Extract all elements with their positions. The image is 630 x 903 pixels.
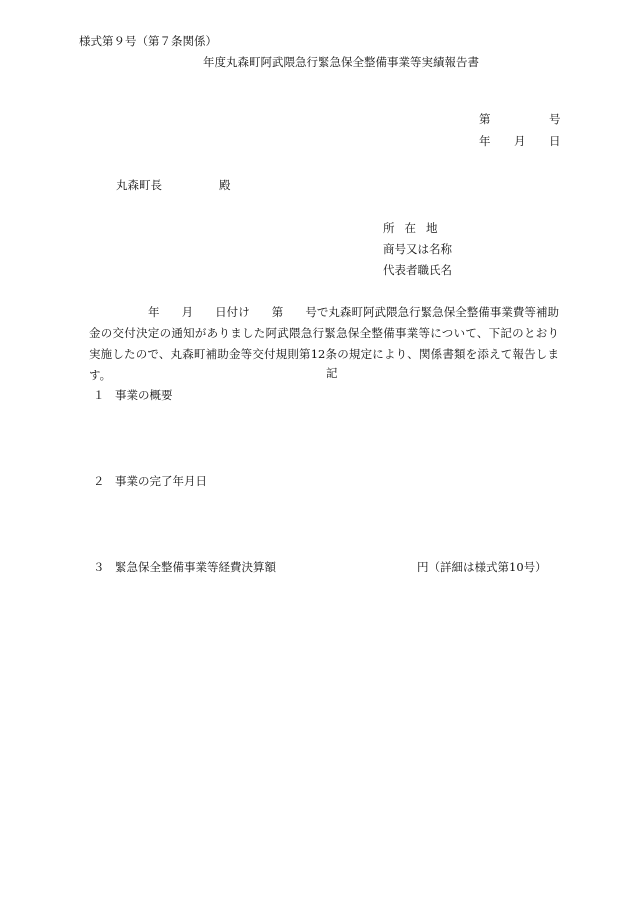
item-number: ３: [93, 560, 105, 574]
body-text: 号で丸森町阿武隈急行緊急保全整備事業費等補助金の交付決定の通知がありました阿武隈急行緊急保全整備事業等について、下記のとおり実施したので、丸森町補助金等交付規則第12条の規定により、関係書類を添えて報告します。: [89, 305, 559, 382]
body-no-prefix: 第: [271, 305, 284, 319]
body-day-ref: 日付け: [215, 305, 250, 319]
amount-note: 円（詳細は様式第10号）: [417, 560, 547, 574]
representative-label: 代表者職氏名: [383, 263, 452, 277]
doc-number-prefix: 第: [479, 112, 491, 126]
report-body: [89, 302, 559, 386]
item-overview: [93, 388, 173, 402]
ki-heading: 記: [326, 366, 338, 380]
item-number: ２: [93, 474, 105, 488]
address-label: 所在地: [383, 221, 448, 235]
item-number: １: [93, 388, 105, 402]
date-day-label: 日: [549, 134, 561, 148]
recipient-honorific: 殿: [219, 178, 231, 192]
body-year-label: 年: [148, 305, 160, 319]
form-number: 様式第９号（第７条関係）: [79, 34, 217, 48]
date-month-label: 月: [514, 134, 526, 148]
item-label: 事業の概要: [115, 388, 173, 402]
item-label: 緊急保全整備事業等経費決算額: [115, 560, 276, 574]
doc-number-suffix: 号: [549, 112, 561, 126]
body-month-label: 月: [181, 305, 194, 319]
item-settlement-amount: [93, 560, 276, 574]
item-completion-date: [93, 474, 207, 488]
date-year-label: 年: [479, 134, 491, 148]
item-label: 事業の完了年月日: [115, 474, 207, 488]
recipient-name: 丸森町長: [116, 178, 162, 192]
document-title: 年度丸森町阿武隈急行緊急保全整備事業等実績報告書: [203, 55, 479, 69]
company-name-label: 商号又は名称: [383, 242, 452, 256]
